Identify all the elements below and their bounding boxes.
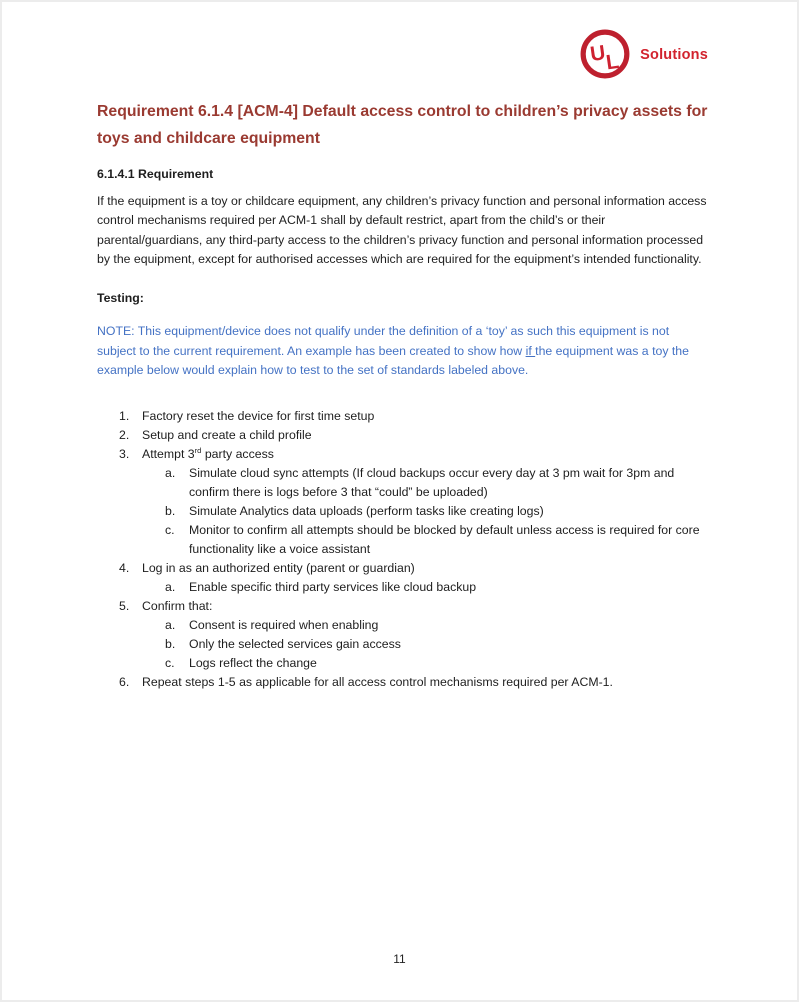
sub-list-item-text: Enable specific third party services like cloud backup [189,579,477,594]
list-item-text [142,445,708,464]
list-item [97,673,708,692]
requirement-subheading: 6.1.4.1 Requirement [97,167,214,181]
list-item-text: Factory reset the device for first time setup [142,408,375,423]
list-item-number: 2. [119,427,130,442]
list-item-text: Confirm that: [142,598,213,613]
testing-note-text: NOTE: This equipment/device does not qualify under the definition of a ‘toy’ as such this equipment is not subject to the current requirement. An example has been created to show how [97,324,670,358]
sub-list-item-text: Only the selected services gain access [189,636,401,651]
ordinal-superscript: rd [194,445,202,455]
list-item-number: 6. [119,674,130,689]
sub-list-item-text: Simulate Analytics data uploads (perform tasks like creating logs) [189,503,544,518]
sub-list-item [97,521,708,559]
page-number: 11 [393,952,406,966]
list-item [97,597,708,616]
list-item-text-part: party access [201,446,274,461]
sub-list-item-letter: c. [165,522,175,537]
sub-list-item-letter: a. [165,579,176,594]
list-item-number: 3. [119,446,130,461]
sub-list-item-letter: b. [165,636,176,651]
ul-logo-letter-l: L [604,49,621,75]
requirement-heading [97,98,708,152]
sub-list-item [97,616,708,635]
sub-list-item-letter: b. [165,503,176,518]
ul-logo-icon [579,28,631,80]
list-item-text-part: Attempt 3 [142,446,195,461]
ul-logo-letter-u: U [588,41,608,67]
document-content [2,98,797,692]
sub-list-item-text: Consent is required when enabling [189,617,379,632]
list-item-text: Setup and create a child profile [142,427,312,442]
sub-list-item-letter: a. [165,465,176,480]
testing-note-text-cont: the equipment was a toy the example below would explain how to test to the set of standards labeled above. [97,343,689,377]
list-item-text: Repeat steps 1-5 as applicable for all access control mechanisms required per ACM-1. [142,674,613,689]
testing-note-underlined-word: if [525,343,536,358]
sub-list-item [97,502,708,521]
requirement-heading-line-1: Requirement 6.1.4 [ACM-4] Default access control to children’s privacy assets for [97,103,708,120]
sub-list-item-letter: a. [165,617,176,632]
list-item [97,445,708,464]
sub-list-item-text: Monitor to confirm all attempts should be blocked by default unless access is required for core functionality like a voice assistant [189,522,700,556]
list-item-text: Log in as an authorized entity (parent or guardian) [142,560,415,575]
sub-list-item [97,464,708,502]
list-item [97,426,708,445]
list-item-number: 1. [119,408,130,423]
sub-list-item [97,635,708,654]
list-item-number: 5. [119,598,130,613]
testing-note-paragraph [97,322,708,381]
testing-label: Testing: [97,290,144,305]
sub-list-item-letter: c. [165,655,175,670]
logo-wordmark: Solutions [640,47,708,63]
test-steps-list [97,407,708,692]
sub-list-item [97,578,708,597]
list-item [97,407,708,426]
requirement-body-paragraph: If the equipment is a toy or childcare equipment, any children’s privacy function and personal information access control mechanisms required per ACM-1 shall by default restrict, apart from the child’s or their parental/guardians, any third-party access to the children’s privacy function and personal information processed by the equipment, except for authorised accesses which are required for the equipment’s intended functionality. [97,193,707,266]
sub-list-item-text: Logs reflect the change [189,655,317,670]
requirement-heading-line-2: toys and childcare equipment [97,130,320,147]
list-item-number: 4. [119,560,130,575]
sub-list-item-text: Simulate cloud sync attempts (If cloud backups occur every day at 3 pm wait for 3pm and confirm there is logs before 3 that “could” be uploaded) [189,465,675,499]
list-item [97,559,708,578]
sub-list-item [97,654,708,673]
logo [2,2,797,80]
